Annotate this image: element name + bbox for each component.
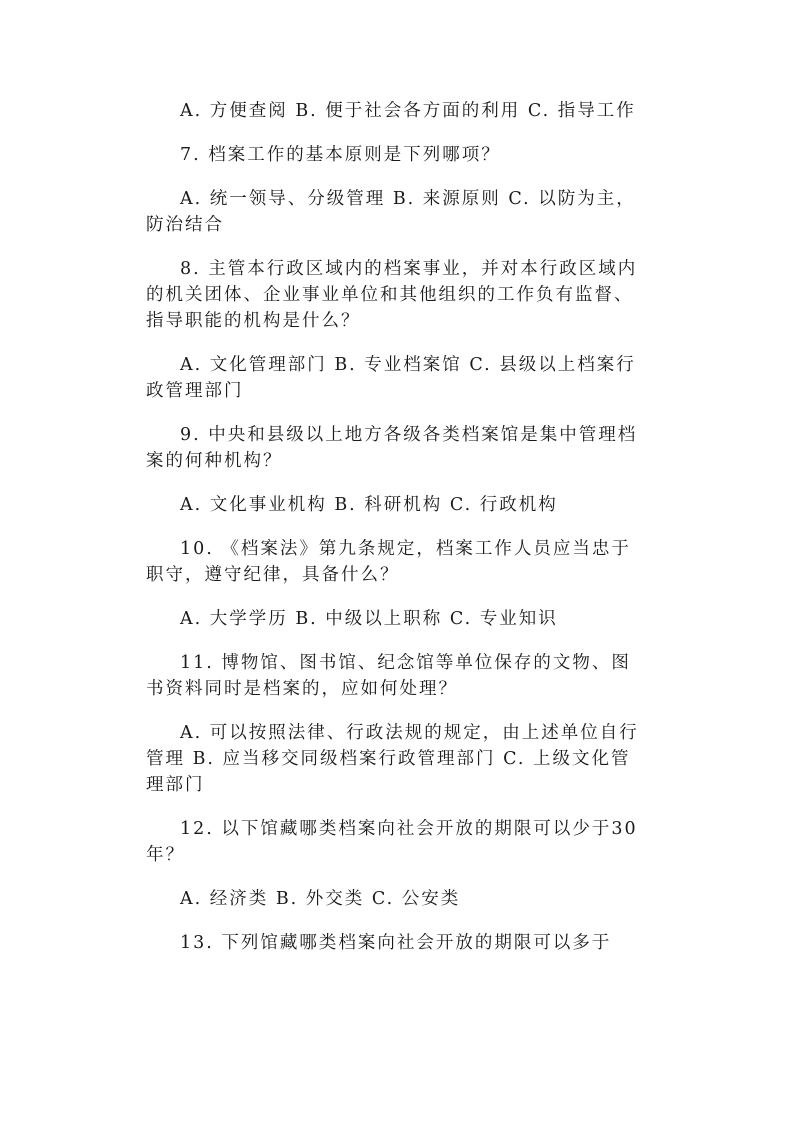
document-body [146, 98, 646, 956]
answer-options-7: A. 统一领导、分级管理 B. 来源原则 C. 以防为主，防治结合 [146, 189, 636, 235]
question-8: 8. 主管本行政区域内的档案事业，并对本行政区域内的机关团体、企业事业单位和其他组织的工作负有监督、指导职能的机构是什么？ [146, 259, 638, 331]
answer-options-11: A. 可以按照法律、行政法规的规定，由上述单位自行管理 B. 应当移交同级档案行政管理部门 C. 上级文化管理部门 [146, 723, 639, 795]
answer-options-10: A. 大学学历 B. 中级以上职称 C. 专业知识 [180, 609, 558, 629]
answer-options-8: A. 文化管理部门 B. 专业档案馆 C. 县级以上档案行政管理部门 [146, 355, 636, 401]
question-11: 11. 博物馆、图书馆、纪念馆等单位保存的文物、图书资料同时是档案的，应如何处理？ [146, 653, 631, 699]
question-7: 7. 档案工作的基本原则是下列哪项？ [180, 145, 501, 165]
question-13: 13. 下列馆藏哪类档案向社会开放的期限可以多于 [180, 933, 612, 953]
answer-options-6: A. 方便查阅 B. 便于社会各方面的利用 C. 指导工作 [180, 101, 636, 121]
answer-options-12: A. 经济类 B. 外交类 C. 公安类 [180, 889, 461, 909]
question-12: 12. 以下馆藏哪类档案向社会开放的期限可以少于30 年？ [146, 819, 638, 865]
question-9: 9. 中央和县级以上地方各级各类档案馆是集中管理档案的何种机构？ [146, 425, 638, 471]
answer-options-9: A. 文化事业机构 B. 科研机构 C. 行政机构 [180, 495, 558, 515]
question-10: 10. 《档案法》第九条规定，档案工作人员应当忠于职守，遵守纪律，具备什么？ [146, 539, 631, 585]
